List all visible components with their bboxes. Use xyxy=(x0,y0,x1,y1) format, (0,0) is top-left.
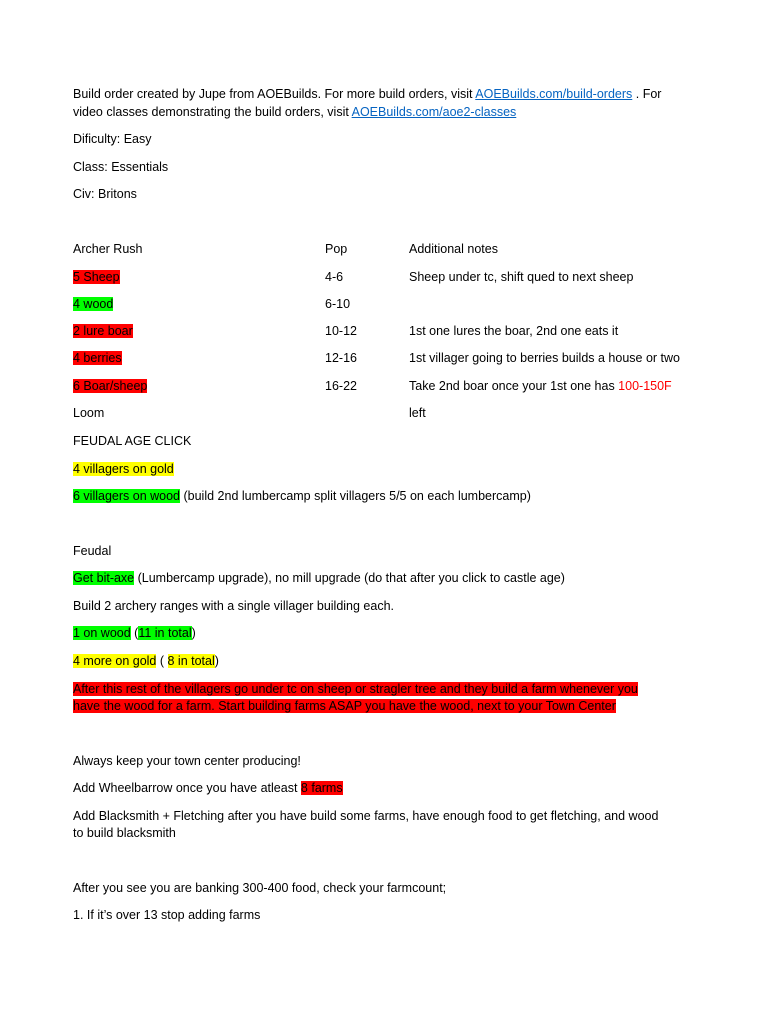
producing-line: Always keep your town center producing! xyxy=(73,754,301,768)
farm-line-1 xyxy=(73,680,638,698)
row-step xyxy=(73,377,147,395)
class-line: Class: Essentials xyxy=(73,160,169,174)
step-label: 5 Sheep xyxy=(73,270,120,284)
row-pop: 10-12 xyxy=(325,324,357,338)
header-notes: Additional notes xyxy=(409,242,498,256)
wood-note: (build 2nd lumbercamp split villagers 5/5 on each lumbercamp) xyxy=(180,489,531,503)
header-pop: Pop xyxy=(325,242,348,256)
row-pop: 12-16 xyxy=(325,351,357,365)
row-step xyxy=(73,322,133,340)
step-label: 2 lure boar xyxy=(73,324,133,338)
row-note: 1st one lures the boar, 2nd one eats it xyxy=(409,324,619,338)
wheelbarrow-line xyxy=(73,779,343,797)
feudal-wood-total: 11 in total xyxy=(138,626,192,640)
feudal-gold-b: ( xyxy=(156,654,168,668)
bitaxe-line xyxy=(73,569,565,587)
farms-count: 8 farms xyxy=(300,781,343,795)
step-label: 4 berries xyxy=(73,351,122,365)
row-step: Loom xyxy=(73,406,105,420)
list-item: 1. If it’s over 13 stop adding farms xyxy=(73,908,261,922)
wood-line xyxy=(73,487,531,505)
note-food-amount: 100-150F xyxy=(618,379,672,393)
bitaxe-label: Get bit-axe xyxy=(73,571,135,585)
feudal-wood-a: 1 on wood xyxy=(73,626,131,640)
archery-line: Build 2 archery ranges with a single villager building each. xyxy=(73,599,395,613)
intro-line-1 xyxy=(73,85,661,103)
feudal-title: Feudal xyxy=(73,544,112,558)
wood-villagers: 6 villagers on wood xyxy=(73,489,181,503)
blacksmith-line-2: to build blacksmith xyxy=(73,826,176,840)
note-text: Take 2nd boar once your 1st one has xyxy=(409,379,619,393)
row-note xyxy=(409,377,672,395)
feudal-gold-a: 4 more on gold xyxy=(73,654,157,668)
row-note: left xyxy=(409,406,426,420)
build-orders-link[interactable]: AOEBuilds.com/build-orders xyxy=(475,87,633,101)
intro-line-2 xyxy=(73,103,516,121)
row-step xyxy=(73,268,120,286)
difficulty-line: Dificulty: Easy xyxy=(73,132,152,146)
blacksmith-line-1: Add Blacksmith + Fletching after you have build some farms, have enough food to get fletching, and wood xyxy=(73,809,659,823)
feudal-click-title: FEUDAL AGE CLICK xyxy=(73,434,192,448)
row-step xyxy=(73,349,122,367)
step-label: 4 wood xyxy=(73,297,114,311)
intro-text-3: video classes demonstrating the build orders, visit xyxy=(73,105,352,119)
row-note: 1st villager going to berries builds a house or two xyxy=(409,351,680,365)
farm-text-1: After this rest of the villagers go under tc on sheep or stragler tree and they build a farm whenever you xyxy=(73,682,638,696)
gold-villagers: 4 villagers on gold xyxy=(73,462,174,476)
feudal-wood-line xyxy=(73,624,196,642)
bitaxe-note: (Lumbercamp upgrade), no mill upgrade (do that after you click to castle age) xyxy=(134,571,565,585)
step-label: 6 Boar/sheep xyxy=(73,379,148,393)
intro-text-2: . For xyxy=(632,87,662,101)
feudal-gold-total: 8 in total xyxy=(167,654,215,668)
banking-line: After you see you are banking 300-400 food, check your farmcount; xyxy=(73,881,447,895)
row-pop: 4-6 xyxy=(325,270,344,284)
farm-line-2 xyxy=(73,697,616,715)
farm-text-2: have the wood for a farm. Start building farms ASAP you have the wood, next to your Town Center xyxy=(73,699,616,713)
header-step: Archer Rush xyxy=(73,242,143,256)
gold-line xyxy=(73,460,174,478)
row-pop: 16-22 xyxy=(325,379,357,393)
civ-line: Civ: Britons xyxy=(73,187,137,201)
feudal-gold-d: ) xyxy=(214,654,219,668)
row-step xyxy=(73,295,113,313)
intro-text-1: Build order created by Jupe from AOEBuilds. For more build orders, visit xyxy=(73,87,476,101)
feudal-gold-line xyxy=(73,652,219,670)
wheelbarrow-text: Add Wheelbarrow once you have atleast xyxy=(73,781,301,795)
row-note: Sheep under tc, shift qued to next sheep xyxy=(409,270,634,284)
classes-link[interactable]: AOEBuilds.com/aoe2-classes xyxy=(351,105,517,119)
row-pop: 6-10 xyxy=(325,297,351,311)
feudal-wood-b: ( xyxy=(130,626,139,640)
feudal-wood-d: ) xyxy=(191,626,196,640)
